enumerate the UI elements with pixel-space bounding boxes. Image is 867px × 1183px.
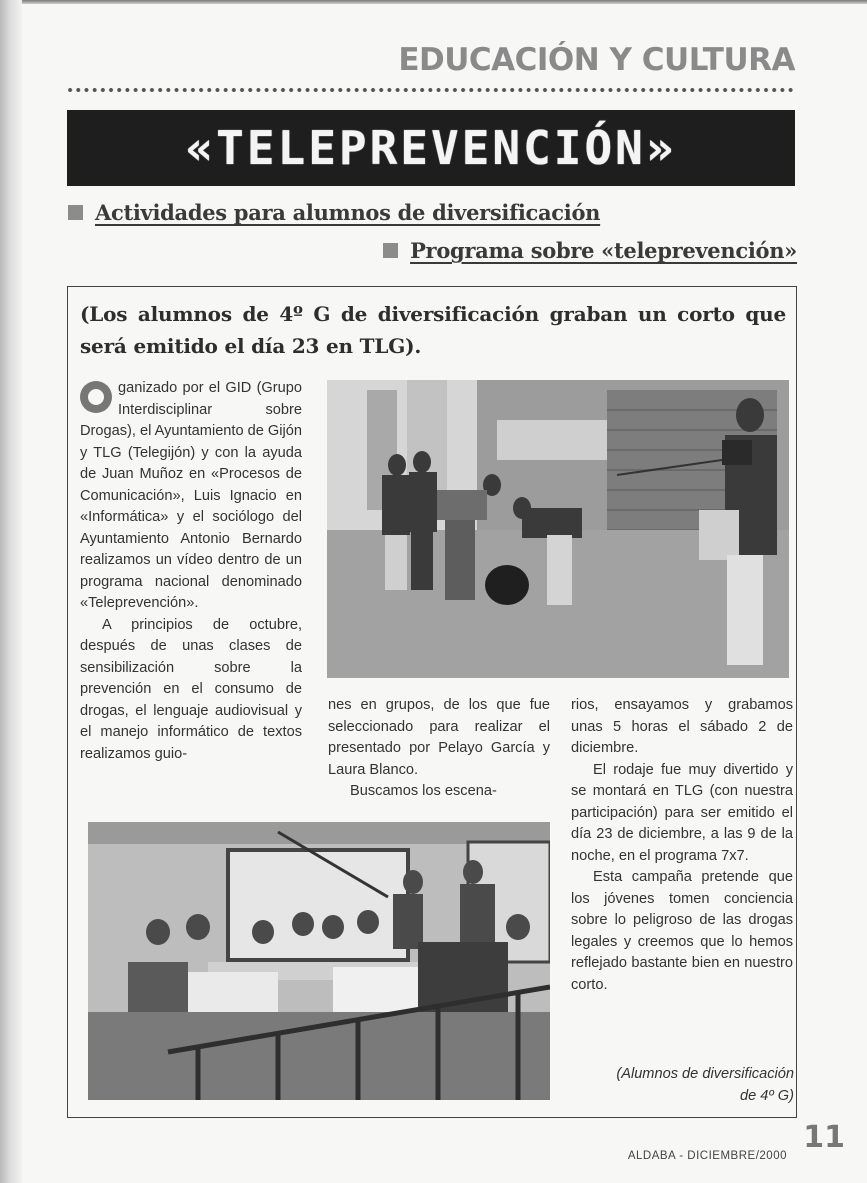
- square-bullet-icon: [383, 243, 398, 258]
- headline-text: «TELEPREVENCIÓN»: [185, 121, 677, 175]
- dotted-divider: [66, 86, 796, 94]
- photo-cafe-filming-scene: [88, 822, 550, 1100]
- column-3-paragraph-2: El rodaje fue muy divertido y se montará en TLG (con nuestra participación) para ser emitido el día 23 de diciembre, a las 9 de la noche, en el programa 7x7.: [571, 761, 793, 864]
- column-3-paragraph-3: Esta campaña pretende que los jóvenes tomen conciencia sobre lo peligroso de las drogas legales y creemos que lo hemos reflejado bastante bien en nuestro corto.: [571, 869, 793, 993]
- subheading-program-text: Programa sobre «teleprevención»: [410, 238, 797, 263]
- article-column-1: [80, 378, 302, 765]
- page-gutter-shadow: [0, 0, 22, 1183]
- headline-banner: [67, 110, 795, 186]
- photo-filming-street-scene: [327, 380, 789, 678]
- column-2-paragraph-2: Buscamos los escena-: [350, 783, 497, 799]
- section-title: EDUCACIÓN Y CULTURA: [398, 42, 795, 78]
- column-1-paragraph-1: [80, 378, 302, 615]
- page-number: 11: [803, 1120, 845, 1155]
- signature-line-2: de 4º G): [740, 1087, 794, 1104]
- top-edge-rule: [22, 0, 867, 4]
- column-1-paragraph-2: A principios de octubre, después de unas clases de sensibilización sobre la prevención en el consumo de drogas, el lenguaje audiovisual y el manejo informático de textos realizamos guio-: [80, 616, 302, 762]
- drop-cap-o-icon: [80, 381, 112, 413]
- square-bullet-icon: [68, 205, 83, 220]
- article-column-3: [571, 695, 793, 996]
- article-column-2: [328, 695, 550, 803]
- article-signature: [616, 1064, 794, 1107]
- subheading-activities-text: Actividades para alumnos de diversificación: [95, 200, 601, 225]
- column-3-paragraph-1: rios, ensayamos y grabamos unas 5 horas el sábado 2 de diciembre.: [571, 697, 793, 756]
- signature-line-1: (Alumnos de diversificación: [616, 1066, 794, 1082]
- page-footer: ALDABA - DICIEMBRE/2000: [627, 1150, 787, 1162]
- article-lead: (Los alumnos de 4º G de diversificación graban un corto que será emitido el día 23 en TLG).: [80, 302, 786, 358]
- subheading-activities: [68, 200, 600, 225]
- paragraph-text: ganizado por el GID (Grupo Interdisciplinar sobre Drogas), el Ayuntamiento de Gijón y TLG (Telegijón) y con la ayuda de Juan Muñoz en «Procesos de Comunicación», Luis Ignacio en «Informática» y el sociólogo del Ayuntamiento Antonio Bernardo realizamos un vídeo dentro de un programa nacional denominado «Teleprevención».: [80, 380, 303, 611]
- subheading-program: [383, 238, 797, 263]
- column-2-paragraph-1: nes en grupos, de los que fue seleccionado para realizar el presentado por Pelayo García y Laura Blanco.: [328, 697, 550, 778]
